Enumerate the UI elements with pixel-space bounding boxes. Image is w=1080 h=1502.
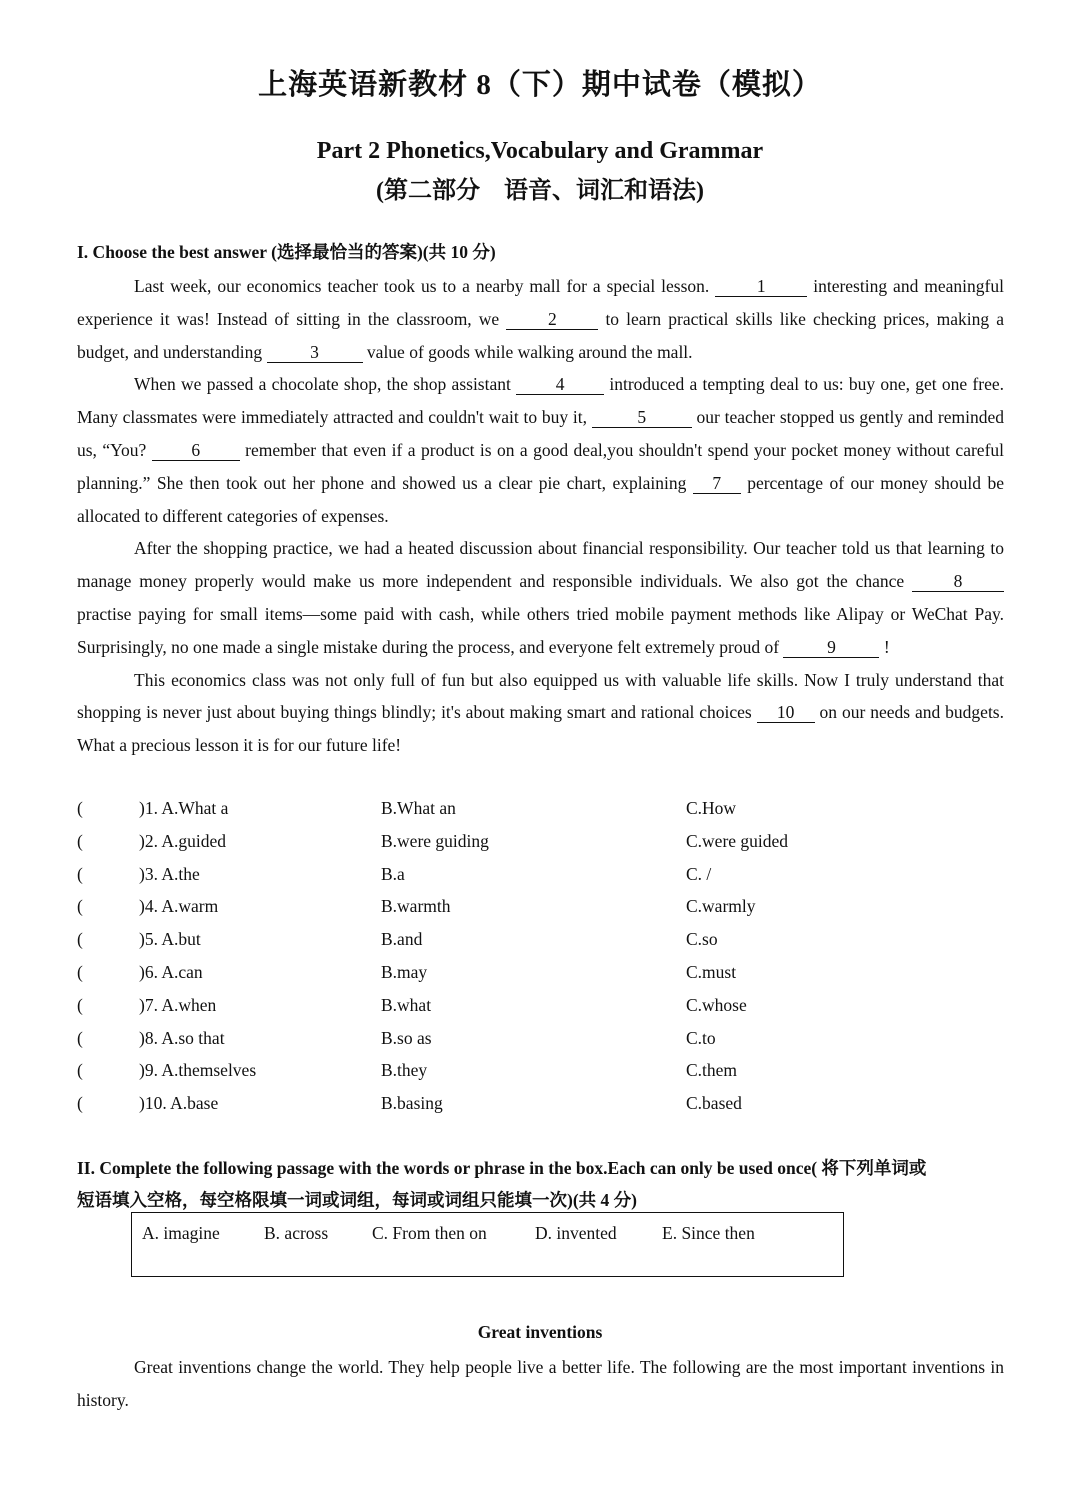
option-c: C.based <box>686 1093 742 1114</box>
text: remember that even if a product is on a good deal,you shouldn't spend your pocket money without careful planning.” She then took out her phone and showed us a clear pie chart, explaining <box>77 439 1005 493</box>
blank-4: 4 <box>516 374 604 395</box>
option-c: C.were guided <box>686 830 789 851</box>
answer-bracket[interactable]: ( <box>77 961 83 982</box>
passage-paragraph-4 <box>77 664 1004 762</box>
answer-bracket[interactable]: ( <box>77 830 83 851</box>
part-subtitle: (第二部分 语音、词汇和语法) <box>376 178 704 204</box>
text: Last week, our economics teacher took us to a nearby mall for a special lesson. <box>134 276 716 296</box>
option-c: C.How <box>686 798 737 818</box>
option-row <box>77 890 1007 923</box>
text: When we passed a chocolate shop, the shop assistant <box>134 374 517 395</box>
word-box <box>131 1212 844 1277</box>
section2-heading <box>77 1152 1007 1216</box>
blank-5: 5 <box>592 407 692 428</box>
exam-title: 上海英语新教材 8（下）期中试卷（模拟） <box>258 69 822 101</box>
text: After the shopping practice, we had a heated discussion about financial responsibility. Our teacher told us that learning to manage money properly would make us more independent and responsible individuals. We also got the chance <box>77 538 1004 592</box>
blank-7: 7 <box>693 473 741 494</box>
option-b: B.What an <box>381 798 456 818</box>
option-a: )4. A.warm <box>139 896 219 917</box>
section2-heading-line2: 短语填入空格，每空格限填一词或词组，每词或词组只能填一次)(共 4 分) <box>77 1190 637 1210</box>
cloze-passage <box>77 270 1004 762</box>
option-row <box>77 792 1007 825</box>
text: percentage of our money should be allocated to different categories of expenses. <box>77 472 1004 526</box>
option-b: B.were guiding <box>381 830 489 851</box>
option-row <box>77 825 1007 858</box>
blank-1: 1 <box>715 276 807 297</box>
blank-9: 9 <box>783 637 879 658</box>
blank-8: 8 <box>912 571 1004 592</box>
blank-3: 3 <box>267 342 363 363</box>
option-c: C.to <box>686 1027 716 1048</box>
option-a: )5. A.but <box>139 929 201 950</box>
option-row <box>77 1054 1007 1087</box>
word-option: D. invented <box>535 1223 617 1243</box>
option-a: )2. A.guided <box>139 830 227 851</box>
answer-bracket[interactable]: ( <box>77 1093 83 1114</box>
answer-bracket[interactable]: ( <box>77 929 83 950</box>
option-c: C.warmly <box>686 896 756 917</box>
passage-paragraph-3 <box>77 532 1004 663</box>
option-b: B.warmth <box>381 896 451 917</box>
blank-2: 2 <box>506 309 598 330</box>
option-row <box>77 1022 1007 1055</box>
answer-bracket[interactable]: ( <box>77 896 83 917</box>
text: value of goods while walking around the mall. <box>362 341 693 362</box>
option-a: )9. A.themselves <box>139 1060 257 1081</box>
text: to learn practical skills like checking prices, making a budget, and understanding <box>77 308 1004 362</box>
text: introduced a tempting deal to us: buy one, get one free. Many classmates were immediately attracted and couldn't wait to buy it, <box>77 374 1004 428</box>
passage-title: Great inventions <box>477 1322 603 1342</box>
option-a: )10. A.base <box>139 1093 219 1114</box>
option-c: C.whose <box>686 994 747 1015</box>
passage-paragraph-1 <box>77 270 1004 368</box>
word-option: E. Since then <box>662 1223 755 1243</box>
text: on our needs and budgets. What a precious lesson it is for our future life! <box>77 702 1004 756</box>
section1-heading: I. Choose the best answer (选择最恰当的答案)(共 10 分) <box>77 242 496 262</box>
option-c: C. / <box>686 863 712 884</box>
answer-bracket[interactable]: ( <box>77 1027 83 1048</box>
option-c: C.must <box>686 961 737 982</box>
option-b: B.and <box>381 929 423 950</box>
answer-bracket[interactable]: ( <box>77 994 83 1015</box>
section2-heading-line1: II. Complete the following passage with the words or phrase in the box.Each can only be used once( 将下列单词或 <box>77 1158 927 1178</box>
option-c: C.them <box>686 1060 738 1081</box>
text: our teacher stopped us gently and reminded us, “You? <box>77 407 1005 460</box>
option-b: B.may <box>381 961 428 982</box>
passage-2-paragraph: Great inventions change the world. They help people live a better life. The following are the most important inventions in history. <box>77 1357 1004 1410</box>
option-row <box>77 956 1007 989</box>
text: This economics class was not only full of fun but also equipped us with valuable life skills. Now I truly understand that shopping is never just about buying things blindly; it's about making smart and rational choices <box>77 669 1004 723</box>
option-row <box>77 858 1007 891</box>
answer-options <box>77 792 1007 1120</box>
option-b: B.basing <box>381 1093 443 1114</box>
option-row <box>77 989 1007 1022</box>
option-a: )7. A.when <box>139 994 217 1015</box>
option-b: B.they <box>381 1060 428 1081</box>
option-a: )6. A.can <box>139 961 203 982</box>
option-row <box>77 923 1007 956</box>
answer-bracket[interactable]: ( <box>77 1060 83 1081</box>
option-b: B.a <box>381 863 405 884</box>
option-b: B.so as <box>381 1027 432 1048</box>
answer-bracket[interactable]: ( <box>77 798 83 818</box>
word-option: A. imagine <box>142 1223 220 1243</box>
text: practise paying for small items—some paid with cash, while others tried mobile payment methods like Alipay or WeChat Pay. Surprisingly, no one made a single mistake during the process, and everyone felt extremely proud of <box>77 603 1004 657</box>
option-b: B.what <box>381 994 432 1015</box>
part-title: Part 2 Phonetics,Vocabulary and Grammar <box>316 138 764 164</box>
option-row <box>77 1087 1007 1120</box>
text: ! <box>879 636 890 657</box>
blank-6: 6 <box>152 440 240 461</box>
blank-10: 10 <box>757 702 815 723</box>
passage-2 <box>77 1351 1004 1417</box>
text: interesting and meaningful experience it was! Instead of sitting in the classroom, we <box>77 276 1004 329</box>
option-a: )3. A.the <box>139 863 200 884</box>
option-a: )8. A.so that <box>139 1027 225 1048</box>
word-option: B. across <box>264 1223 329 1243</box>
passage-paragraph-2 <box>77 368 1004 532</box>
word-option: C. From then on <box>372 1223 487 1243</box>
option-c: C.so <box>686 929 718 950</box>
answer-bracket[interactable]: ( <box>77 863 83 884</box>
option-a: )1. A.What a <box>139 798 229 818</box>
